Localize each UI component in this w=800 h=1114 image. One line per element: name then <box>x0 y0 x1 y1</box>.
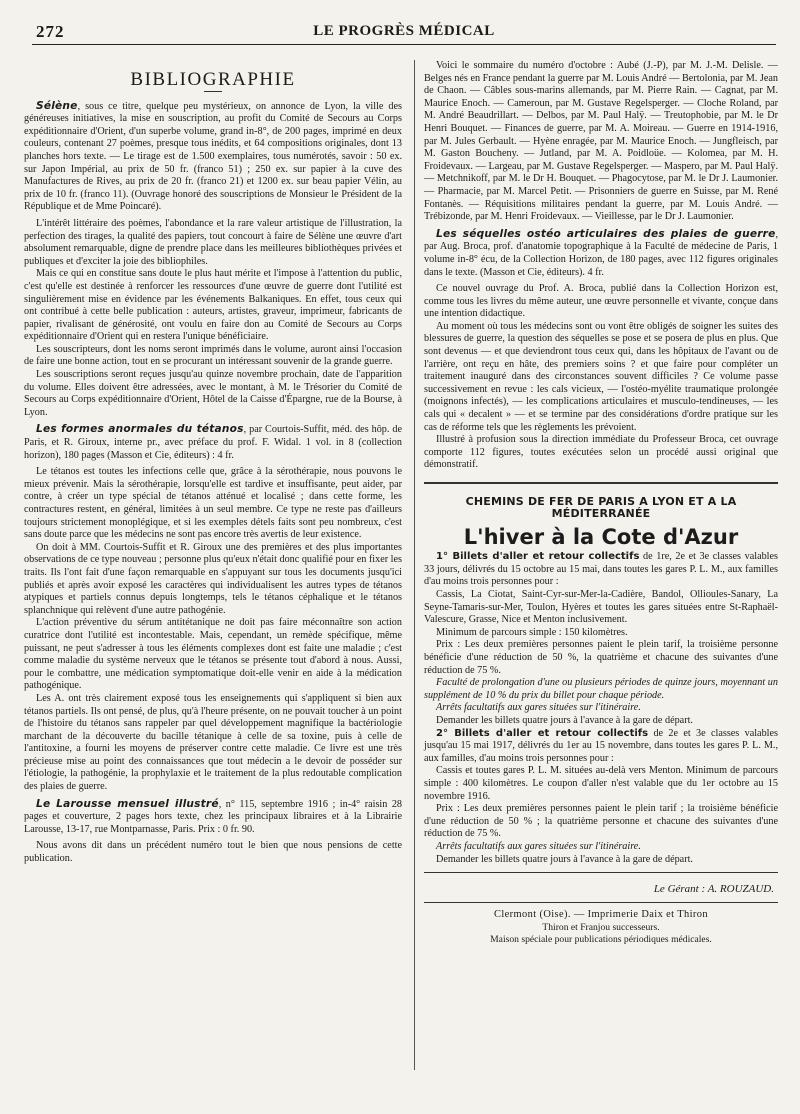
review-larousse <box>24 798 402 837</box>
paragraph: Cassis, La Ciotat, Saint-Cyr-sur-Mer-la-Cadière, Bandol, Ollioules-Sanary, La Seyne-Tamaris-sur-Mer, Toulon, Hyères et toutes les gares situées entre St-Raphaël-Valescure, Grasse, Nice et Menton inclusivement. <box>424 589 778 626</box>
footer-rule <box>424 902 778 903</box>
paragraph: Illustré à profusion sous la direction immédiate du Professeur Broca, cet ouvrage comporte 112 figures, toutes exécutées selon un procédé aussi original que démonstratif. <box>424 434 778 471</box>
paragraph: Les A. ont très clairement exposé tous les enseignements qui s'appliquent si bien aux tétanos partiels. Ils ont pensé, de plus, qu'à l'heure présente, on ne pouvait toucher à un point de l'histoire du tétanos sans rappeler par quel développement magnifique la bactériologie marchant de la découverte du bacille tétanique à celle de sa toxine, puis à celle de l'antitoxine, a fourni les moyens de préserver contre cette maladie. Ce livre est une très précieuse mise au point des connaissances que tout médecin a le devoir de posséder sur l'étiologie, la pathogénie, la prophylaxie et le traitement de la plus redoutable complication des plaies de guerre. <box>24 692 402 793</box>
ticket-offer-1 <box>424 551 778 589</box>
railway-company-title: CHEMINS DE FER DE PARIS A LYON ET A LA MÉDITERRANÉE <box>465 494 737 521</box>
review-tetanos-title: Les formes anormales du tétanos <box>36 423 244 436</box>
review-selene-text: , sous ce titre, quelque peu mystérieux, on annonce de Lyon, la ville des généreuses initiatives, la mise en souscription, au profit du Comité de Secours au Corps expéditionnaire d'Orient, d'un superbe volume, grand in-8°, de 200 pages, imprimé en deux couleurs, contenant 27 poèmes, presque tous inédits, et 64 compositions originales, dont 13 planches hors texte. — Le tirage est de 1.500 exemplaires, tous numérotés, savoir : 50 ex. sur Japon Impérial, au prix de 50 fr. (franco 51) ; 250 ex. sur papier à la cuve des Manufactures de Rives, au prix de 20 fr. (franco 21) et 1200 ex. sur beau papier Vélin, au prix de 10 fr. (franco 11). (Ouvrage honoré des souscriptions de Monsieur le Président de la République et de Mme Poincaré). <box>24 100 402 213</box>
review-broca-text: , par Aug. Broca, prof. d'anatomie topographique à la Faculté de médecine de Paris, 1 volume in-8° écu, de la Collection Horizon, de 180 pages, avec 112 figures originales dans le texte. (Masson et Cie, éditeurs). 4 fr. <box>424 228 778 278</box>
review-larousse-title: Le Larousse mensuel illustré <box>36 797 219 810</box>
paragraph: Le tétanos est toutes les infections celle que, grâce à la sérothérapie, nous pouvons le mieux prévenir. Mais la sérothérapie, lorsqu'elle est tardive et insuffisante, peut aider, par contre, à créer un type spécial de tétanos atténué et localisé ; dans cette forme, les contractures restent, en général, limitées à un seul membre. Ce type ne reste pas d'ailleurs toujours strictement monoplégique, et si les exemples détels faits sont peu nombreux, c'est sans doute parce que les médecins ne sont pas encore très avertis de leur existence. <box>24 466 402 541</box>
page-number: 272 <box>36 22 65 41</box>
paragraph: Minimum de parcours simple : 150 kilomètres. <box>436 626 628 638</box>
paragraph: L'intérêt littéraire des poèmes, l'abondance et la rare valeur artistique de l'illustration, la perfection des tirages, la qualité des papiers, tout concourt à faire de Sélène une œuvre d'art absolument remarquable, digne de prendre place dans les meilleures bibliothèques privées et publiques et d'exciter la joie des bibliophiles. <box>24 217 402 267</box>
paragraph: Nous avons dit dans un précédent numéro tout le bien que nous pensions de cette publication. <box>24 840 402 865</box>
review-tetanos <box>24 423 402 462</box>
paragraph: Au moment où tous les médecins sont ou vont être obligés de soigner les suites des blessures de guerre, la question des séquelles se pose et se posera de plus en plus. Que sont devenus — et que deviendront tous ceux qui, dans les hôpitaux de l'avant ou de l'arrière, ont reçu en hâte, des premiers soins ? et que faire pour compléter un traitement inauguré dans des circonstances souvent difficiles ? Ce volume passe successivement en revue : les cals vicieux, — l'ostéo-myélite traumatique prolongée (moignons infectés), — les complications articulaires et musculo-tendineuses, — les cals qui « decalent » — et se termine par des considérations d'ordre pratique sur les cas de réforme tels que les règlements les prévoient. <box>424 320 778 433</box>
printer-successors: Thiron et Franjou successeurs. <box>542 921 660 933</box>
paragraph: Ce nouvel ouvrage du Prof. A. Broca, publié dans la Collection Horizon est, comme tous les livres du même auteur, une œuvre personnelle et vivante, conçue dans une intention didactique. <box>424 283 778 320</box>
paragraph: On doit à MM. Courtois-Suffit et R. Giroux une des premières et des plus importantes observations de ce type nouveau ; personne plus qu'eux n'était donc qualifié pour en fixer les traits. Ils l'ont fait d'une façon remarquable en s'appuyant sur tous les documents jusqu'ici publiés et après avoir exposé les caractères qui individualisent les autres types de tétanos atypiques et partiels connus depuis longtemps, tels le tétanos céphalique et le tétanos splanchnique qui relèvent d'une autre pathogénie. <box>24 541 402 616</box>
review-larousse-text: , n° 115, septembre 1916 ; in-4° raisin 28 pages et couverture, 2 pages hors texte, chez les principaux libraires et à la Librairie Larousse, 13-17, rue Montparnasse, Paris. Prix : 0 fr. 90. <box>24 798 403 835</box>
printer-line: Clermont (Oise). — Imprimerie Daix et Thiron <box>494 908 708 920</box>
review-broca <box>424 228 778 279</box>
ticket-offer-1-title: 1° Billets d'aller et retour collectifs <box>436 551 640 563</box>
journal-title: LE PROGRÈS MÉDICAL <box>313 23 495 39</box>
column-divider <box>414 60 415 1070</box>
paragraph: Les souscripteurs, dont les noms seront imprimés dans le volume, auront ainsi l'occasion de faire une bonne action, tout en se procurant un intéressant souvenir de la grande guerre. <box>24 343 402 368</box>
paragraph: Arrêts facultatifs aux gares situées sur l'itinéraire. <box>436 840 641 852</box>
printer-specialty: Maison spéciale pour publications périodiques médicales. <box>490 934 712 946</box>
review-selene <box>24 100 402 214</box>
section-rule <box>424 482 778 484</box>
review-selene-title: Sélène <box>36 99 78 112</box>
ticket-offer-2-text: de 2e et 3e classes valables jusqu'au 15 mai 1917, délivrés du 1er au 15 novembre, dans toutes les gares P. L. M., aux familles, d'au moins trois personnes pour : <box>424 727 778 764</box>
paragraph: Prix : Les deux premières personnes paient le plein tarif, la troisième personne bénéficie d'une réduction de 50 %, la quatrième et chacune des suivantes d'une réduction de 75 %. <box>424 639 778 676</box>
paragraph: Prix : Les deux premières personnes paient le plein tarif ; la troisième bénéficie d'une réduction de 50 % ; la quatrième personne et chacune des suivantes d'une réduction de 75 %. <box>424 803 778 840</box>
paragraph: Demander les billets quatre jours à l'avance à la gare de départ. <box>436 715 693 726</box>
left-column <box>24 60 402 866</box>
title-rule <box>204 91 222 92</box>
gerant-signature: Le Gérant : A. ROUZAUD. <box>653 883 774 896</box>
paragraph: Faculté de prolongation d'une ou plusieurs périodes de quinze jours, moyennant un supplément de 10 % du prix du billet pour chaque période. <box>424 677 778 701</box>
advert-title: L'hiver à la Cote d'Azur <box>463 524 739 549</box>
ticket-offer-1-text: de 1re, 2e et 3e classes valables 33 jours, délivrés du 15 octobre au 15 mai, dans toutes les gares P. L. M., aux familles d'au moins trois personnes pour : <box>424 551 778 588</box>
paragraph: Cassis et toutes gares P. L. M. situées au-delà vers Menton. Minimum de parcours simple : 400 kilomètres. Le coupon d'aller n'est valable que du 1er octobre au 15 novembre 1916. <box>424 765 778 802</box>
ticket-offer-2-title: 2° Billets d'aller et retour collectifs <box>436 727 649 739</box>
review-tetanos-text: , par Courtois-Suffit, méd. des hôp. de Paris, et R. Giroux, interne pr., avec préface du prof. F. Widal. 1 vol. in 8 (collection horizon), 180 pages (Masson et Cie, éditeurs) : 4 fr. <box>24 424 402 461</box>
section-title: BIBLIOGRAPHIE <box>130 69 296 90</box>
review-broca-title: Les séquelles ostéo articulaires des plaies de guerre <box>436 227 776 240</box>
paragraph: Les souscriptions seront reçues jusqu'au quinze novembre prochain, date de l'apparition du volume. Elles doivent être adressées, avec le montant, à M. le Trésorier du Comité de Secours au Corps expéditionnaire d'Orient, Hôtel de la Caisse d'Épargne, rue de la Bourse, à Lyon. <box>24 369 402 418</box>
paragraph: L'action préventive du sérum antitétanique ne doit pas faire méconnaître son action curatrice dont l'utilité est incontestable. Mais, cependant, un remède spécifique, même puissant, ne peut s'adresser à tous les éléments complexes dont est faite une maladie ; c'est comme maladie du système nerveux que le tétanos se présente tout d'abord à nous. Aussi, pour le combattre, une médication symptomatique doit-elle venir en aide à la médication pathogénique. <box>24 617 402 692</box>
footer-rule <box>424 872 778 873</box>
page-header <box>32 22 776 45</box>
right-column <box>424 60 778 947</box>
paragraph: Arrêts facultatifs aux gares situées sur l'itinéraire. <box>436 702 641 714</box>
paragraph: Mais ce qui en constitue sans doute le plus haut mérite et l'impose à l'attention du public, c'est qu'elle est destinée à renforcer les ressources d'une œuvre de guerre dont l'utilité est singulièrement mise en évidence par les événements Balkaniques. En effet, tous ceux qui ont contribué à cette belle publication : auteurs, artistes, graveur, imprimeur, fabricants de papier, rivalisant de générosité, ont voulu en faire don au Comité de Secours au Corps expéditionnaire d'Orient qui en restera l'unique bénéficiaire. <box>24 268 402 343</box>
paragraph: Demander les billets quatre jours à l'avance à la gare de départ. <box>436 853 693 865</box>
ticket-offer-2 <box>424 728 778 766</box>
larousse-summary: Voici le sommaire du numéro d'octobre : Aubé (J.-P), par M. J.-M. Delisle. — Belges nés en France pendant la guerre par M. Louis André — Bertolonia, par M. Jean de Chaon. — Câbles sous-marins allemands, par M. Pierre Rain. — Cagnat, par M. Maurice Enoch. — Cameroun, par M. Gustave Regelsperger. — Cloche Roland, par M. André Beaudrillart. — Delbos, par M. Paul Halÿ. — Treutophobie, par M. le Dr Henri Bouquet. — Finances de guerre, par M. A. Moireau. — Guerre en 1914-1916, par M. Jules Gerbault. — Hyène enragée, par M. Maurice Enoch. — Jungfleisch, par M. Gaston Boucheny. — Jutland, par M. A. Poidloüe. — Kolomea, par M. H. Froidevaux. — Largeau, par M. Gustave Regelsperger. — Maspero, par M. Paul Halÿ. — Metchnikoff, par M. le Dr H. Bouquet. — Phagocytose, par M. le Dr J. Laumonier. — Pharmacie, par M. Marcel Petit. — Prisonniers de guerre en Suisse, par M. René Fontanès. — Réquisitions militaires pendant la guerre, par M. Louis André. — Trébizonde, par M. Henri Froidevaux. — Vieillesse, par le Dr J. Laumonier. <box>424 60 778 223</box>
